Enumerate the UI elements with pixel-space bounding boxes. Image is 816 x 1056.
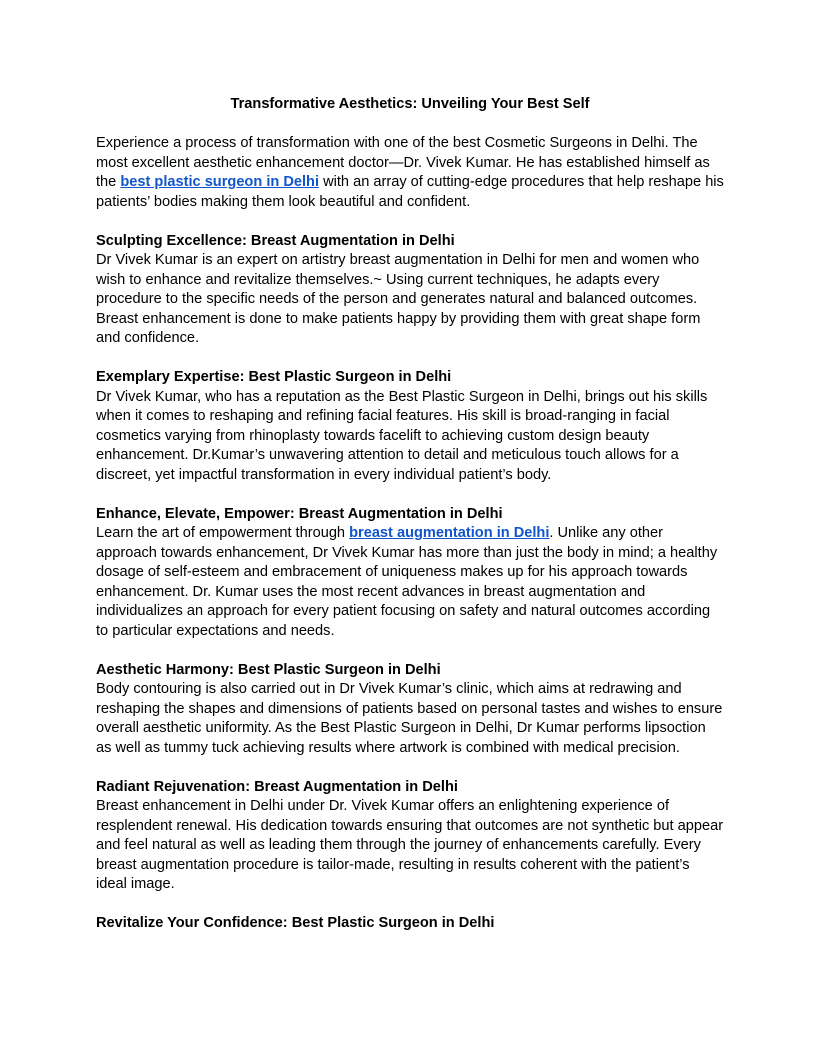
section-body: Dr Vivek Kumar, who has a reputation as the Best Plastic Surgeon in Delhi, brings out his skills when it comes to reshaping and refining facial features. His skill is broad-ranging in facial cosmetics varying from rhinoplasty towards facelift to achieving custom design beauty enhancement. Dr.Kumar’s unwavering attention to detail and meticulous touch allows for a discreet, yet impactful transformation in every individual patient’s body. xyxy=(96,388,708,483)
section-revitalize-confidence xyxy=(96,914,724,934)
intro-text-after-link: with an array of cutting-edge procedures that help reshape his patients’ bodies making them look beautiful and confident. xyxy=(96,174,724,210)
section-heading: Aesthetic Harmony: Best Plastic Surgeon in Delhi xyxy=(96,661,441,678)
section-body: Dr Vivek Kumar is an expert on artistry breast augmentation in Delhi for men and women who wish to enhance and revitalize themselves.~ Using current techniques, he adapts every procedure to the specific needs of the person and generates natural and balanced outcomes. Breast enhancement is done to make patients happy by providing them with great shape form and confidence. xyxy=(96,252,701,346)
document-title: Transformative Aesthetics: Unveiling Your Best Self xyxy=(230,96,590,112)
section-text-before-link: Learn the art of empowerment through xyxy=(96,525,350,541)
document-page xyxy=(96,95,724,953)
section-radiant-rejuvenation xyxy=(96,778,724,895)
section-body xyxy=(96,524,724,641)
section-body: Breast enhancement in Delhi under Dr. Vivek Kumar offers an enlightening experience of resplendent renewal. His dedication towards ensuring that outcomes are not synthetic but appear and feel natural as well as leading them through the journey of enhancements carefully. Every breast augmentation procedure is tailor-made, resulting in results coherent with the patient’s ideal image. xyxy=(96,798,724,892)
section-heading: Enhance, Elevate, Empower: Breast Augmentation in Delhi xyxy=(96,505,503,522)
section-exemplary-expertise xyxy=(96,368,724,485)
section-enhance-elevate-empower xyxy=(96,505,724,642)
section-body: Body contouring is also carried out in Dr Vivek Kumar’s clinic, which aims at redrawing and reshaping the shapes and dimensions of patients based on personal tastes and wishes to ensure overall aesthetic uniformity. As the Best Plastic Surgeon in Delhi, Dr Kumar performs lipsoction as well as tummy tuck achieving results where artwork is combined with medical precision. xyxy=(96,681,723,756)
section-heading: Radiant Rejuvenation: Breast Augmentation in Delhi xyxy=(96,778,458,795)
section-aesthetic-harmony xyxy=(96,661,724,759)
breast-augmentation-link[interactable]: breast augmentation in Delhi xyxy=(349,525,550,541)
intro-text-before-link: Experience a process of transformation with one of the best Cosmetic Surgeons in Delhi. The most excellent aesthetic enhancement doctor—Dr. Vivek Kumar. He has established himself as the xyxy=(96,135,710,190)
section-sculpting-excellence xyxy=(96,232,724,349)
section-text-after-link: . Unlike any other approach towards enhancement, Dr Vivek Kumar has more than just the body in mind; a healthy dosage of self-esteem and embracement of uniqueness makes up for his approach towards enhancement. Dr. Kumar uses the most recent advances in breast augmentation and individualizes an approach for every patient focusing on safety and natural outcomes according to particular expectations and needs. xyxy=(96,525,718,639)
section-heading: Sculpting Excellence: Breast Augmentation in Delhi xyxy=(96,232,455,249)
section-heading: Revitalize Your Confidence: Best Plastic Surgeon in Delhi xyxy=(96,915,495,931)
best-plastic-surgeon-link[interactable]: best plastic surgeon in Delhi xyxy=(120,174,320,190)
section-heading: Exemplary Expertise: Best Plastic Surgeon in Delhi xyxy=(96,369,452,385)
intro-paragraph xyxy=(96,134,724,212)
